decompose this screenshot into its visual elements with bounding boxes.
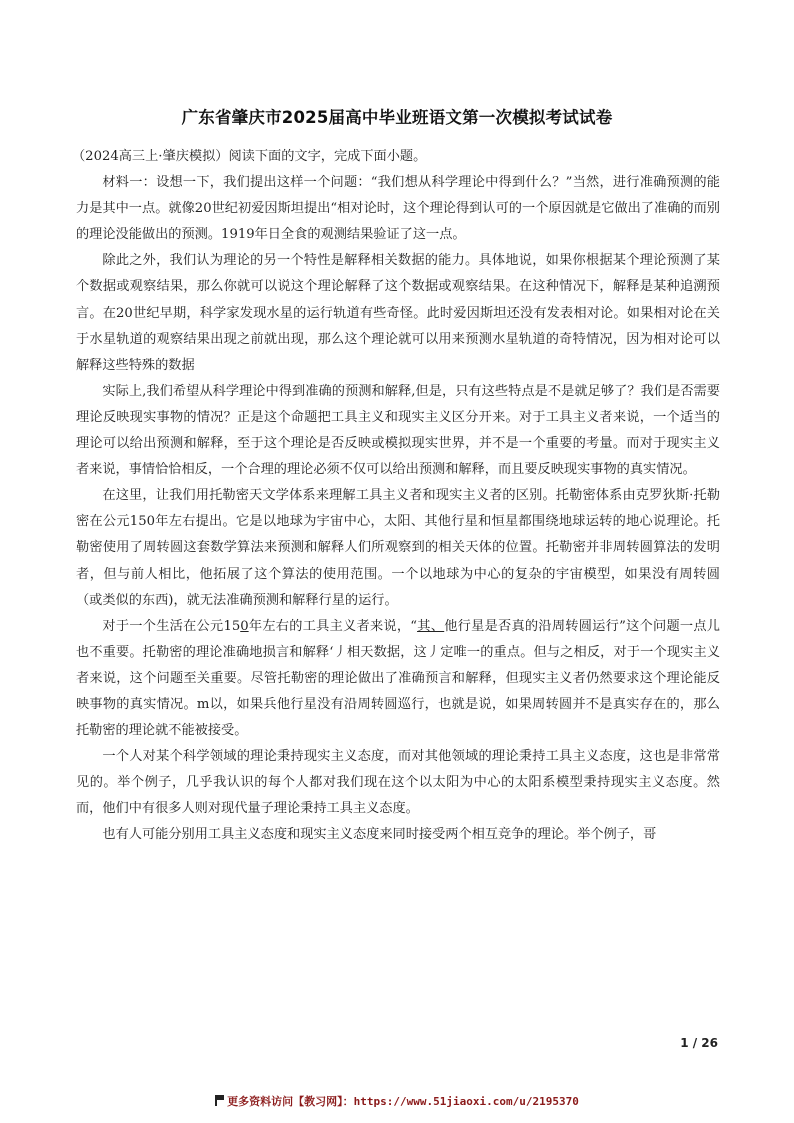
paragraph-5 xyxy=(76,614,720,744)
paragraph-6: 一个人对某个科学领域的理论秉持现实主义态度，而对其他领域的理论秉持工具主义态度，这也是非常常见的。举个例子，几乎我认识的每个人都对我们现在这个以太阳为中心的太阳系模型秉持现实主义态度。然而，他们中有很多人则对现代量子理论秉持工具主义态度。 xyxy=(76,749,720,817)
paragraph-4: 在这里，让我们用托勒密天文学体系来理解工具主义者和现实主义者的区别。托勒密体系由克罗狄斯·托勒密在公元150年左右提出。它是以地球为宇宙中心，太阳、其他行星和恒星都围绕地球运转的地心说理论。托勒密使用了周转圆这套数学算法来预测和解释人们所观察到的相关天体的位置。托勒密并非周转圆算法的发明者，但与前人相比，他拓展了这个算法的使用范围。一个以地球为中心的复杂的宇宙模型，如果没有周转圆（或类似的东西)，就无法准确预测和解释行星的运行。 xyxy=(76,488,720,608)
paragraph-2: 除此之外，我们认为理论的另一个特性是解释相关数据的能力。具体地说，如果你根据某个理论预测了某个数据或观察结果，那么你就可以说这个理论解释了这个数据或观察结果。在这种情况下，解释是某种追溯预言。在20世纪早期，科学家发现水星的运行轨道有些奇怪。此时爱因斯坦还没有发表相对论。如果相对论在关于水星轨道的观察结果出现之前就出现，那么这个理论就可以用来预测水星轨道的奇特情况，因为相对论可以解释这些特殊的数据 xyxy=(76,253,720,373)
document-title: 广东省肇庆市2025届高中毕业班语文第一次模拟考试试卷 xyxy=(181,108,613,127)
footer-link[interactable] xyxy=(0,1093,794,1109)
flag-icon xyxy=(215,1095,224,1106)
footer-text[interactable]: 更多资料访问【教习网】：https://www.51jiaoxi.com/u/2195370 xyxy=(227,1095,579,1108)
paragraph-5-underlined-text: 其、 xyxy=(417,618,445,634)
paragraph-7: 也有人可能分别用工具主义态度和现实主义态度来同时接受两个相互竞争的理论。举个例子，哥 xyxy=(102,827,657,843)
intro-line: （2024高三上·肇庆模拟）阅读下面的文字，完成下面小题。 xyxy=(72,149,427,164)
paragraph-5-part-3: 年左右的工具主义者来说，“ xyxy=(248,618,418,634)
page-number: 1 / 26 xyxy=(680,1036,718,1050)
document-body xyxy=(72,144,721,849)
paragraph-1: 材料一：设想一下，我们提出这样一个问题：“我们想从科学理论中得到什么？”当然，进行准确预测的能力是其中一点。就像20世纪初爱因斯坦提出“相对论时，这个理论得到认可的一个原因就是它做出了准确的而别的理论没能做出的预测。1919年日全食的观测结果验证了这一点。 xyxy=(76,175,720,243)
paragraph-3: 实际上,我们希望从科学理论中得到准确的预测和解释,但是，只有这些特点是不是就足够了？我们是否需要理论反映现实事物的情况？正是这个命题把工具主义和现实主义区分开来。对于工具主义者来说，一个适当的理论可以给出预测和解释，至于这个理论是否反映或模拟现实世界，并不是一个重要的考量。而对于现实主义者来说，事情恰恰相反，一个合理的理论必须不仅可以给出预测和解释，而且要反映现实事物的真实情况。 xyxy=(76,383,720,478)
paragraph-5-part-1: 对于一个生活在公元15 xyxy=(102,618,241,634)
paragraph-5-part-5: 他行星是否真的沿周转圆运行”这个问题一点儿也不重要。托勒密的理论准确地损言和解释‘丿相天数据，这丿定唯一的重点。但与之相反，对于一个现实主义者来说，这个问题至关重要。尽管托勒密的理论做出了准确预言和解释，但现实主义者仍然要求这个理论能反映事物的真实情况。m以，如果兵他行星没有沿周转圆巡行，也就是说，如果周转圆并不是真实存在的，那么托勒密的理论就不能被接受。 xyxy=(76,618,721,739)
paragraph-5-underlined-digit: 0 xyxy=(240,618,249,634)
